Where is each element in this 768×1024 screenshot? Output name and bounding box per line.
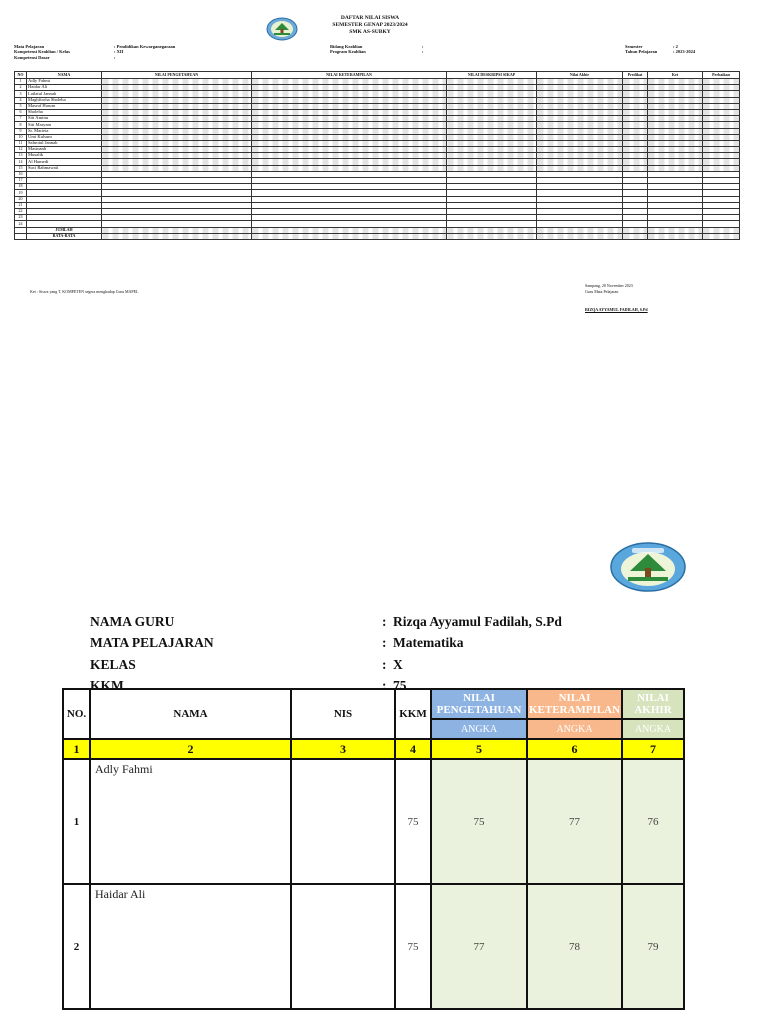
info-colon: : <box>382 635 387 651</box>
row-no: 15 <box>15 165 27 171</box>
grade-sheet-table <box>14 71 740 240</box>
meta-value: : Pendidikan Kewarganegaraan <box>114 44 176 49</box>
info-label: KELAS <box>90 656 136 672</box>
column-number: 3 <box>291 739 395 759</box>
student-name: Haidar Ali <box>90 884 291 1009</box>
meta-label: Semester <box>625 44 643 49</box>
header-no: NO <box>15 72 27 79</box>
table-row <box>63 759 684 884</box>
row-no: 17 <box>15 178 27 184</box>
sheet-meta-mid <box>330 44 424 55</box>
sheet-semester: SEMESTER GENAP 2023/2024 <box>332 22 408 28</box>
student-name: Musalik <box>27 153 102 159</box>
sheet-title: DAFTAR NILAI SISWA <box>340 15 400 21</box>
col-header-akhir: NILAI AKHIR <box>622 689 684 719</box>
score-cell <box>102 233 252 239</box>
student-name: Maghfiroha Sholeha <box>27 97 102 103</box>
info-colon: : <box>382 656 387 672</box>
student-nis <box>291 759 395 884</box>
meta-label: Bidang Keahlian <box>330 44 363 49</box>
table-row <box>15 165 740 171</box>
student-name: Umi Kulsum <box>27 134 102 140</box>
meta-label: Program Keahlian <box>330 49 366 55</box>
row-no: 14 <box>15 159 27 165</box>
header-predikat: Predikat <box>623 72 648 79</box>
score-cell <box>102 165 252 171</box>
col-header-nama: NAMA <box>90 689 291 739</box>
row-no: 16 <box>15 171 27 177</box>
grade-sheet-body <box>15 79 740 240</box>
row-no: 21 <box>15 202 27 208</box>
table-row <box>63 884 684 1009</box>
score-cell <box>623 165 648 171</box>
row-no: 23 <box>15 215 27 221</box>
row-no: 22 <box>15 208 27 214</box>
score-cell <box>252 233 447 239</box>
keterampilan-score: 77 <box>527 759 622 884</box>
student-name: Adly Fahmi <box>90 759 291 884</box>
sign-role: Guru Mata Pelajaran <box>585 289 619 294</box>
student-name: Al Hamedi <box>27 159 102 165</box>
school-logo-large <box>610 542 686 592</box>
meta-label: Mata Pelajaran <box>14 44 45 49</box>
header-perbaikan: Perbaikan <box>703 72 740 79</box>
score-cell <box>252 165 447 171</box>
student-name: Adly Fahmi <box>27 79 102 85</box>
header-pengetahuan: NILAI PENGETAHUAN <box>102 72 252 79</box>
row-no <box>15 233 27 239</box>
row-no: 24 <box>15 221 27 227</box>
avg-row <box>15 233 740 239</box>
subheader-angka: ANGKA <box>527 719 622 739</box>
akhir-score: 79 <box>622 884 684 1009</box>
column-number: 5 <box>431 739 527 759</box>
header-akhir: Nilai Akhir <box>537 72 623 79</box>
keterampilan-score: 78 <box>527 884 622 1009</box>
student-name: Lailatul Jannah <box>27 91 102 97</box>
row-no: 20 <box>15 196 27 202</box>
score-cell <box>447 233 537 239</box>
column-number: 2 <box>90 739 291 759</box>
student-name: Sholeha <box>27 109 102 115</box>
student-nis <box>291 884 395 1009</box>
sheet-footnote: Ket : Siswa yang T. KOMPETEN segera menghadap Guru MAPEL <box>30 289 139 294</box>
meta-value: : <box>422 49 424 55</box>
pengetahuan-score: 77 <box>431 884 527 1009</box>
info-value: Rizqa Ayyamul Fadilah, S.Pd <box>393 614 562 629</box>
row-no: 3 <box>15 91 27 97</box>
header-nama: NAMA <box>27 72 102 79</box>
subheader-angka: ANGKA <box>431 719 527 739</box>
score-cell <box>648 233 703 239</box>
pengetahuan-score: 75 <box>431 759 527 884</box>
sum-row-label: JUMLAH <box>27 227 102 233</box>
akhir-score: 76 <box>622 759 684 884</box>
meta-value: : 2023-2024 <box>673 49 696 55</box>
score-cell <box>447 165 537 171</box>
score-cell <box>648 165 703 171</box>
student-name: Suci Rahmawati <box>27 165 102 171</box>
column-number: 6 <box>527 739 622 759</box>
info-colon: : <box>382 677 387 693</box>
header-keterampilan: NILAI KETERAMPILAN <box>252 72 447 79</box>
row-no: 1 <box>15 79 27 85</box>
col-header-no: NO. <box>63 689 90 739</box>
row-no: 2 <box>63 884 90 1009</box>
subheader-angka: ANGKA <box>622 719 684 739</box>
column-number: 7 <box>622 739 684 759</box>
report-table <box>62 688 685 1010</box>
column-number: 4 <box>395 739 431 759</box>
col-header-kkm: KKM <box>395 689 431 739</box>
meta-value: : XII <box>114 49 124 55</box>
score-cell <box>537 233 623 239</box>
row-no: 18 <box>15 184 27 190</box>
sheet-school: SMK AS-SUBKY <box>349 29 391 35</box>
meta-label: Kompetensi Keahlian / Kelas <box>14 49 70 55</box>
row-no: 1 <box>63 759 90 884</box>
student-name: Sahrotul Jannah <box>27 140 102 146</box>
row-no: 2 <box>15 85 27 91</box>
sign-date: Sampang, 20 November 2023 <box>585 283 633 288</box>
info-colon: : <box>382 614 387 629</box>
row-no: 11 <box>15 140 27 146</box>
row-no: 9 <box>15 128 27 134</box>
student-name: Haidar Ali <box>27 85 102 91</box>
col-header-keterampilan: NILAI KETERAMPILAN <box>527 689 622 719</box>
row-no: 5 <box>15 103 27 109</box>
student-name: Masruf Harum <box>27 103 102 109</box>
row-no: 7 <box>15 116 27 122</box>
student-name: Siti Maryam <box>27 122 102 128</box>
meta-value: : 2 <box>673 44 678 49</box>
row-no: 6 <box>15 109 27 115</box>
row-no: 13 <box>15 153 27 159</box>
kkm-value: 75 <box>395 884 431 1009</box>
info-label: NAMA GURU <box>90 614 175 629</box>
col-header-pengetahuan: NILAI PENGETAHUAN <box>431 689 527 719</box>
sheet-meta-left <box>14 44 175 60</box>
kkm-value: 75 <box>395 759 431 884</box>
header-ket: Ket <box>648 72 703 79</box>
score-cell <box>537 165 623 171</box>
row-no: 4 <box>15 97 27 103</box>
info-value: 75 <box>393 677 407 693</box>
student-name: Siti Aminu <box>27 116 102 122</box>
sheet-meta-right <box>625 44 695 55</box>
row-no: 10 <box>15 134 27 140</box>
header-sikap: NILAI DESKRIPSI SIKAP <box>447 72 537 79</box>
score-cell <box>703 233 740 239</box>
info-value: Matematika <box>393 635 464 651</box>
student-name: Sr. Marieta <box>27 128 102 134</box>
grade-sheet-page <box>0 0 768 330</box>
info-label: MATA PELAJARAN <box>90 635 214 651</box>
meta-label: Kompetensi Dasar <box>14 54 50 60</box>
col-header-nis: NIS <box>291 689 395 739</box>
meta-label: Tahun Pelajaran <box>625 49 658 55</box>
meta-value: : <box>422 44 424 49</box>
avg-row-label: RATA-RATA <box>27 233 102 239</box>
student-name: Mastuanh <box>27 147 102 153</box>
column-number: 1 <box>63 739 90 759</box>
sign-name: RIZQA AYYAMUL FADILAH, S.Pd <box>585 307 648 312</box>
score-cell <box>623 233 648 239</box>
score-cell <box>703 165 740 171</box>
info-label: KKM <box>90 677 124 693</box>
row-no: 12 <box>15 147 27 153</box>
school-logo <box>266 17 298 41</box>
row-no: 19 <box>15 190 27 196</box>
meta-value: : <box>114 54 116 60</box>
info-value: X <box>393 656 403 672</box>
row-no: 8 <box>15 122 27 128</box>
